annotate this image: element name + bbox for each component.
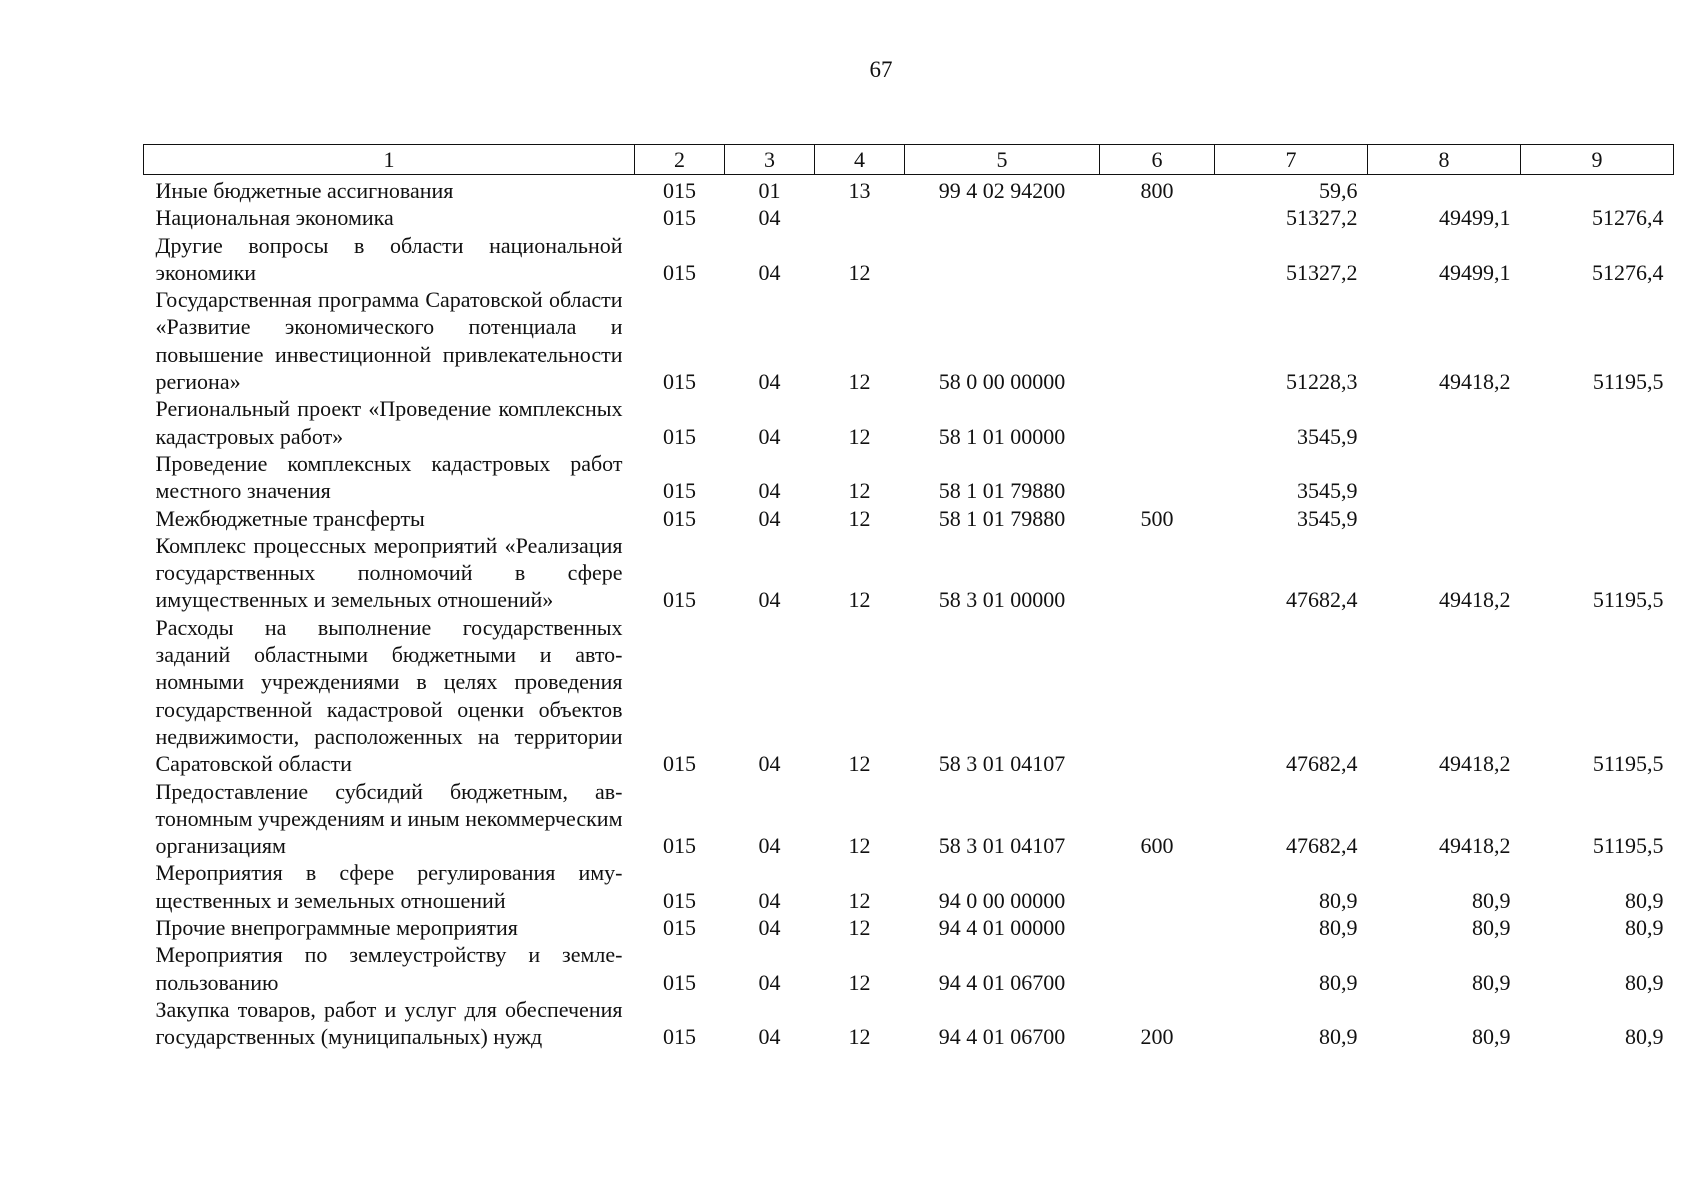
header-col-1: 1: [144, 145, 635, 175]
row-ministry-code: 015: [663, 969, 696, 995]
row-expense-type: [1100, 395, 1215, 450]
header-col-7: 7: [1215, 145, 1368, 175]
row-subsection-code: 12: [848, 969, 871, 995]
row-expense-type: [1100, 941, 1215, 996]
row-amount-col-7: 80,9: [1319, 969, 1358, 995]
row-amount-col-7: 47682,4: [1286, 587, 1358, 613]
row-expense-type: [1100, 450, 1215, 505]
row-amount-col-7: 80,9: [1319, 1024, 1358, 1050]
budget-table-container: [143, 144, 1673, 1051]
row-expense-type: [1100, 232, 1215, 287]
row-target-article: [905, 204, 1100, 231]
row-amount-col-8: 49418,2: [1439, 587, 1511, 613]
page-number: 67: [869, 57, 893, 82]
row-target-article: 58 1 01 79880: [938, 478, 1066, 504]
row-name: Расходы на выполнение государственных заданий областными бюджетными и автономными учреждениями в целях проведения государственной кадастровой оценки объектов недвижимости, расположенных на территории Саратовской области: [155, 614, 623, 777]
header-col-4: 4: [815, 145, 905, 175]
row-amount-col-8: 49418,2: [1439, 369, 1511, 395]
row-amount-col-9: 80,9: [1625, 915, 1664, 941]
row-name: Мероприятия по землеустройству и землепользованию: [155, 942, 623, 995]
row-amount-col-7: 47682,4: [1286, 751, 1358, 777]
row-target-article: 58 0 00 00000: [938, 369, 1066, 395]
row-amount-col-9: 51195,5: [1592, 369, 1664, 395]
row-expense-type: 500: [1140, 505, 1174, 531]
row-subsection-code: 12: [848, 887, 871, 913]
table-row: [144, 914, 1674, 941]
row-amount-col-7: 3545,9: [1297, 423, 1358, 449]
row-amount-col-7: 51228,3: [1286, 369, 1358, 395]
row-subsection-code: 13: [848, 178, 871, 203]
row-target-article: 58 3 01 04107: [938, 751, 1066, 777]
row-target-article: 99 4 02 94200: [938, 178, 1066, 203]
row-amount-col-8: [1368, 450, 1521, 505]
row-target-article: 94 0 00 00000: [938, 887, 1066, 913]
row-amount-col-8: 49499,1: [1439, 205, 1511, 231]
row-section-code: 04: [758, 587, 781, 613]
row-section-code: 01: [758, 178, 781, 203]
row-expense-type: [1100, 204, 1215, 231]
row-section-code: 04: [758, 505, 781, 531]
row-subsection-code: 12: [848, 423, 871, 449]
row-target-article: 58 3 01 00000: [938, 587, 1066, 613]
row-subsection-code: 12: [848, 1024, 871, 1050]
row-amount-col-9: 51195,5: [1592, 751, 1664, 777]
row-expense-type: [1100, 532, 1215, 614]
row-name: Прочие внепрограммные мероприятия: [155, 915, 518, 941]
header-col-3: 3: [725, 145, 815, 175]
row-amount-col-7: 80,9: [1319, 887, 1358, 913]
row-section-code: 04: [758, 259, 781, 285]
row-amount-col-9: 51195,5: [1592, 587, 1664, 613]
row-section-code: 04: [758, 423, 781, 449]
row-subsection-code: 12: [848, 915, 871, 941]
table-row: [144, 395, 1674, 450]
row-ministry-code: 015: [663, 205, 696, 231]
row-name: Другие вопросы в области национальной экономики: [155, 232, 623, 285]
row-name: Предоставление субсидий бюджетным, автономным учреждениям и иным некоммерческим организациям: [155, 778, 623, 859]
budget-table: [143, 144, 1674, 1051]
row-ministry-code: 015: [663, 369, 696, 395]
row-target-article: 94 4 01 06700: [938, 1024, 1066, 1050]
row-ministry-code: 015: [663, 587, 696, 613]
table-row: [144, 286, 1674, 395]
row-target-article: 58 3 01 04107: [938, 833, 1066, 859]
row-expense-type: [1100, 914, 1215, 941]
row-section-code: 04: [758, 833, 781, 859]
row-name: Государственная программа Саратовской области «Развитие экономического потенциала и повышение инвестиционной привлекательности региона»: [155, 287, 623, 395]
row-subsection-code: 12: [848, 751, 871, 777]
row-amount-col-7: 51327,2: [1286, 205, 1358, 231]
table-row: [144, 859, 1674, 914]
row-amount-col-9: [1521, 175, 1674, 205]
row-ministry-code: 015: [663, 887, 696, 913]
row-section-code: 04: [758, 887, 781, 913]
row-name: Комплекс процессных мероприятий «Реализация государственных полномочий в сфере имущественных и земельных отношений»: [155, 532, 623, 613]
row-ministry-code: 015: [663, 478, 696, 504]
row-subsection-code: 12: [848, 505, 871, 531]
row-section-code: 04: [758, 478, 781, 504]
row-amount-col-7: 3545,9: [1297, 505, 1358, 531]
row-section-code: 04: [758, 205, 781, 231]
row-amount-col-9: 80,9: [1625, 1024, 1664, 1050]
table-row: [144, 450, 1674, 505]
row-amount-col-8: 80,9: [1472, 915, 1511, 941]
row-amount-col-8: 49418,2: [1439, 833, 1511, 859]
row-expense-type: [1100, 859, 1215, 914]
row-name: Иные бюджетные ассигнования: [155, 178, 454, 203]
row-amount-col-9: [1521, 395, 1674, 450]
row-subsection-code: 12: [848, 587, 871, 613]
row-amount-col-9: 51276,4: [1592, 259, 1664, 285]
table-row: [144, 778, 1674, 860]
row-name: Мероприятия в сфере регулирования имущественных и земельных отношений: [155, 860, 623, 913]
header-col-2: 2: [635, 145, 725, 175]
row-ministry-code: 015: [663, 833, 696, 859]
row-subsection-code: 12: [848, 369, 871, 395]
row-amount-col-8: [1368, 395, 1521, 450]
header-col-8: 8: [1368, 145, 1521, 175]
row-amount-col-8: 80,9: [1472, 887, 1511, 913]
row-target-article: 58 1 01 79880: [938, 505, 1066, 531]
table-row: [144, 614, 1674, 778]
row-amount-col-9: 80,9: [1625, 969, 1664, 995]
row-amount-col-7: 80,9: [1319, 915, 1358, 941]
row-target-article: 58 1 01 00000: [938, 423, 1066, 449]
row-name: Проведение комплексных кадастровых работ местного значения: [155, 450, 623, 504]
row-ministry-code: 015: [663, 178, 696, 203]
header-row: [144, 145, 1674, 175]
row-section-code: 04: [758, 751, 781, 777]
row-amount-col-9: 51195,5: [1592, 833, 1664, 859]
row-amount-col-7: 47682,4: [1286, 833, 1358, 859]
row-name: Межбюджетные трансферты: [155, 505, 425, 531]
row-ministry-code: 015: [663, 505, 696, 531]
table-row: [144, 941, 1674, 996]
row-expense-type: [1100, 286, 1215, 395]
row-amount-col-9: 80,9: [1625, 887, 1664, 913]
row-section-code: 04: [758, 969, 781, 995]
row-subsection-code: 12: [848, 478, 871, 504]
table-body: [144, 175, 1674, 1051]
table-row: [144, 996, 1674, 1051]
row-section-code: 04: [758, 369, 781, 395]
row-amount-col-8: 80,9: [1472, 1024, 1511, 1050]
row-amount-col-7: 3545,9: [1297, 478, 1358, 504]
header-col-6: 6: [1100, 145, 1215, 175]
row-section-code: 04: [758, 1024, 781, 1050]
table-row: [144, 532, 1674, 614]
row-subsection-code: 12: [848, 833, 871, 859]
row-subsection-code: 12: [848, 259, 871, 285]
row-amount-col-7: 51327,2: [1286, 259, 1358, 285]
row-name: Закупка товаров, работ и услуг для обеспечения государственных (муниципальных) нужд: [155, 996, 623, 1050]
row-amount-col-8: 49418,2: [1439, 751, 1511, 777]
header-col-5: 5: [905, 145, 1100, 175]
row-ministry-code: 015: [663, 259, 696, 285]
table-row: [144, 204, 1674, 231]
row-ministry-code: 015: [663, 751, 696, 777]
table-row: [144, 505, 1674, 532]
row-ministry-code: 015: [663, 1024, 696, 1050]
row-amount-col-9: [1521, 450, 1674, 505]
header-col-9: 9: [1521, 145, 1674, 175]
row-section-code: 04: [758, 915, 781, 941]
row-ministry-code: 015: [663, 915, 696, 941]
row-expense-type: 600: [1140, 833, 1174, 859]
row-subsection-code: [815, 204, 905, 231]
row-target-article: 94 4 01 00000: [938, 915, 1066, 941]
row-amount-col-7: 59,6: [1319, 178, 1358, 203]
row-expense-type: 200: [1140, 1024, 1174, 1050]
row-amount-col-8: [1368, 175, 1521, 205]
row-expense-type: [1100, 614, 1215, 778]
row-target-article: 94 4 01 06700: [938, 969, 1066, 995]
table-row: [144, 175, 1674, 205]
row-name: Национальная экономика: [155, 205, 394, 231]
row-ministry-code: 015: [663, 423, 696, 449]
row-amount-col-8: 49499,1: [1439, 259, 1511, 285]
row-amount-col-8: [1368, 505, 1521, 532]
table-row: [144, 232, 1674, 287]
row-expense-type: 800: [1140, 178, 1174, 203]
row-amount-col-8: 80,9: [1472, 969, 1511, 995]
row-target-article: [905, 232, 1100, 287]
row-name: Региональный проект «Проведение комплексных кадастровых работ»: [155, 396, 623, 449]
row-amount-col-9: [1521, 505, 1674, 532]
row-amount-col-9: 51276,4: [1592, 205, 1664, 231]
